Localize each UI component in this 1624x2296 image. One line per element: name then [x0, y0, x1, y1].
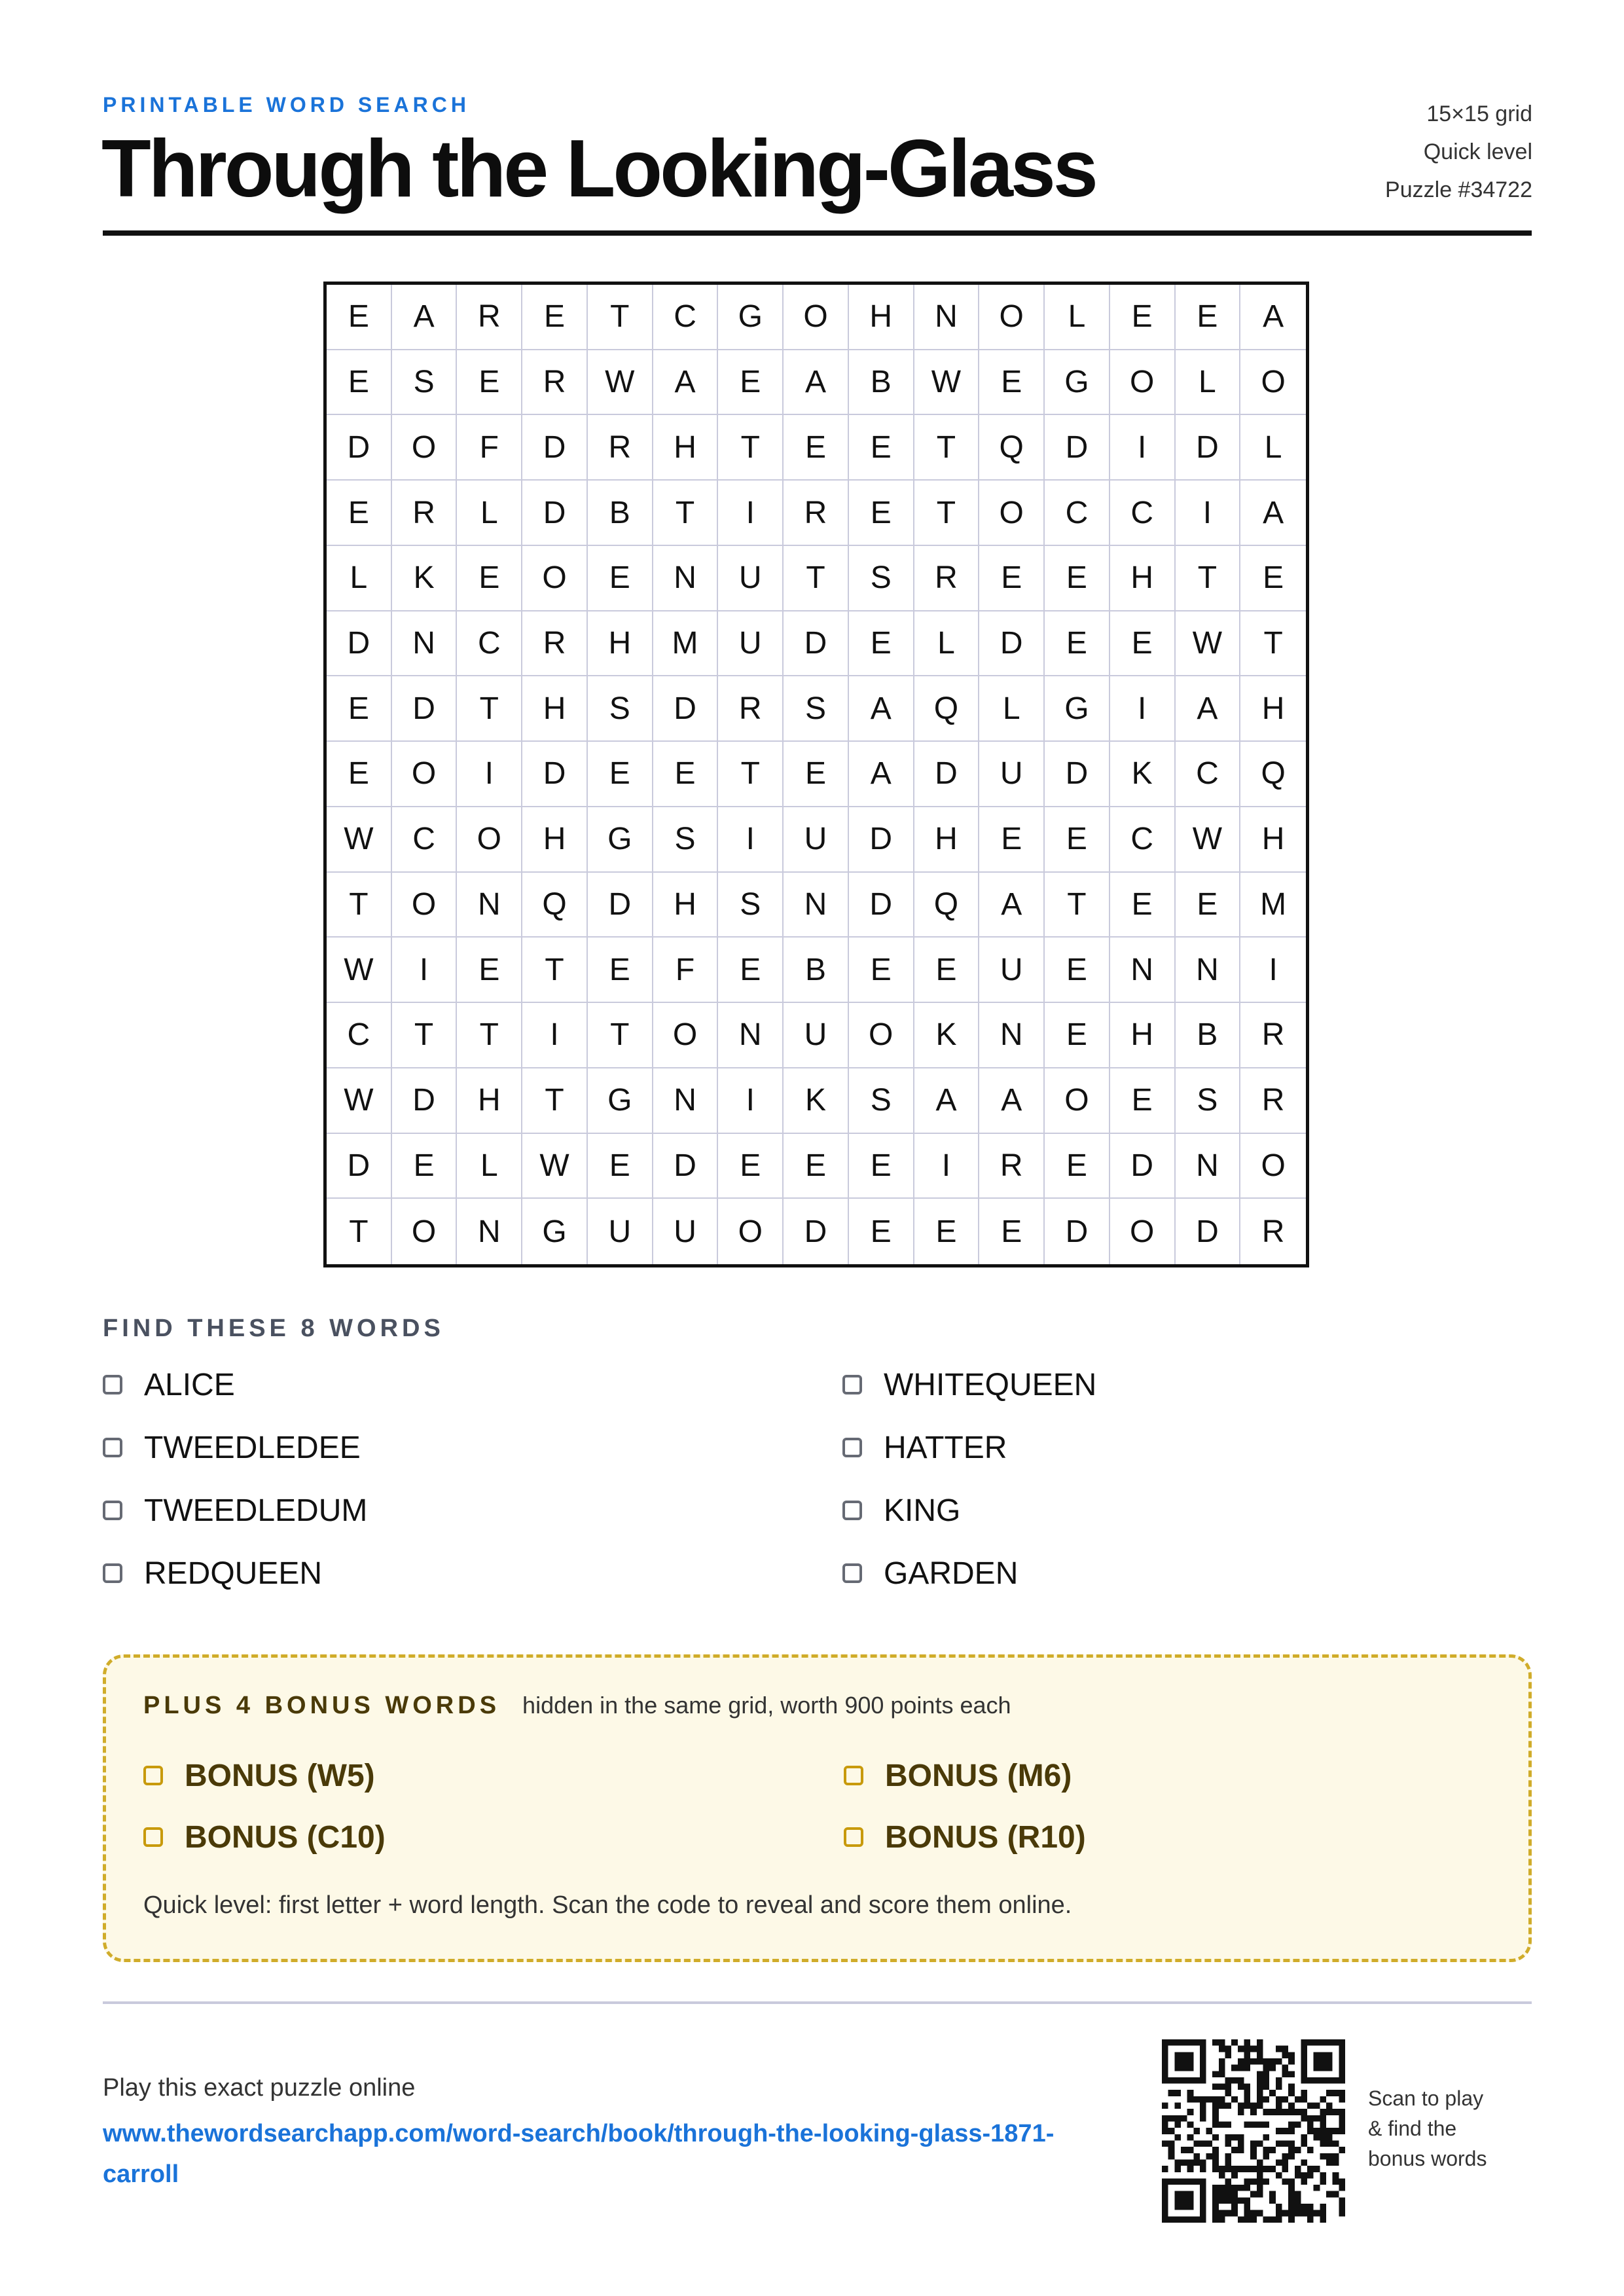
grid-cell[interactable]: R [914, 546, 980, 611]
grid-cell[interactable]: N [914, 285, 980, 350]
eyebrow-label: PRINTABLE WORD SEARCH [103, 93, 470, 117]
checkbox-icon[interactable] [842, 1563, 862, 1583]
grid-cell[interactable]: D [914, 742, 980, 807]
grid-cell[interactable]: O [392, 873, 458, 938]
bonus-header [143, 1692, 1011, 1720]
bonus-panel [103, 1654, 1532, 1962]
word-label: KING [884, 1493, 961, 1528]
grid-cell[interactable]: S [588, 676, 653, 742]
grid-size-label: 15×15 grid [1426, 101, 1532, 126]
grid-cell[interactable]: N [392, 611, 458, 677]
grid-cell[interactable]: E [588, 742, 653, 807]
grid-cell[interactable]: D [653, 676, 719, 742]
grid-cell[interactable]: R [718, 676, 784, 742]
grid-cell[interactable]: D [1176, 1199, 1241, 1264]
grid-cell[interactable]: D [849, 873, 914, 938]
grid-cell[interactable]: Q [914, 676, 980, 742]
grid-cell[interactable]: U [979, 938, 1045, 1003]
grid-cell[interactable]: C [1110, 481, 1176, 546]
grid-cell[interactable]: T [392, 1003, 458, 1068]
grid-cell[interactable]: E [1045, 1134, 1110, 1199]
word-label: TWEEDLEDEE [144, 1430, 361, 1465]
grid-cell[interactable]: D [979, 611, 1045, 677]
grid-cell[interactable]: O [653, 1003, 719, 1068]
grid-cell[interactable]: O [979, 285, 1045, 350]
grid-cell[interactable]: T [522, 938, 588, 1003]
grid-cell[interactable]: E [1045, 546, 1110, 611]
grid-cell[interactable]: M [1240, 873, 1306, 938]
grid-cell[interactable]: O [392, 1199, 458, 1264]
grid-cell[interactable]: R [457, 285, 522, 350]
grid-cell[interactable]: N [457, 1199, 522, 1264]
grid-cell[interactable]: S [784, 676, 849, 742]
word-list [103, 1365, 1532, 1593]
grid-cell[interactable]: D [327, 611, 392, 677]
grid-cell[interactable]: T [784, 546, 849, 611]
grid-cell[interactable]: G [718, 285, 784, 350]
bonus-subtitle: hidden in the same grid, worth 900 points each [522, 1692, 1011, 1719]
grid-cell[interactable]: E [327, 742, 392, 807]
word-label: HATTER [884, 1430, 1007, 1465]
grid-cell[interactable]: O [1240, 1134, 1306, 1199]
bonus-word-label: BONUS (C10) [185, 1819, 386, 1855]
grid-cell[interactable]: H [1110, 1003, 1176, 1068]
grid-cell[interactable]: K [392, 546, 458, 611]
grid-cell[interactable]: E [588, 1134, 653, 1199]
grid-cell[interactable]: E [849, 1134, 914, 1199]
grid-cell[interactable]: R [522, 611, 588, 677]
grid-cell[interactable]: E [1110, 611, 1176, 677]
grid-cell[interactable]: C [327, 1003, 392, 1068]
grid-cell[interactable]: S [653, 807, 719, 873]
grid-cell[interactable]: E [392, 1134, 458, 1199]
grid-cell[interactable]: D [522, 481, 588, 546]
grid-cell[interactable]: S [392, 350, 458, 416]
grid-cell[interactable]: A [1240, 481, 1306, 546]
grid-cell[interactable]: A [653, 350, 719, 416]
grid-cell[interactable]: G [588, 807, 653, 873]
grid-cell[interactable]: D [327, 415, 392, 481]
grid-cell[interactable]: K [914, 1003, 980, 1068]
bonus-word-label: BONUS (M6) [885, 1758, 1072, 1793]
grid-cell[interactable]: D [784, 611, 849, 677]
grid-cell[interactable]: E [522, 285, 588, 350]
grid-cell[interactable]: R [979, 1134, 1045, 1199]
grid-cell[interactable]: H [1240, 807, 1306, 873]
grid-cell[interactable]: E [1045, 1003, 1110, 1068]
checkbox-icon[interactable] [103, 1563, 122, 1583]
grid-cell[interactable]: K [784, 1068, 849, 1134]
grid-cell[interactable]: E [718, 938, 784, 1003]
scan-instructions: Scan to play & find the bonus words [1368, 2086, 1487, 2170]
grid-cell[interactable]: I [392, 938, 458, 1003]
grid-cell[interactable]: I [1110, 415, 1176, 481]
grid-cell[interactable]: D [327, 1134, 392, 1199]
grid-cell[interactable]: C [457, 611, 522, 677]
checkbox-icon[interactable] [103, 1375, 122, 1394]
grid-cell[interactable]: O [1110, 1199, 1176, 1264]
bonus-word-label: BONUS (R10) [885, 1819, 1086, 1855]
grid-cell[interactable]: T [653, 481, 719, 546]
grid-cell[interactable]: H [1110, 546, 1176, 611]
grid-cell[interactable]: G [1045, 676, 1110, 742]
grid-cell[interactable]: U [979, 742, 1045, 807]
grid-cell[interactable]: E [849, 611, 914, 677]
grid-cell[interactable]: L [327, 546, 392, 611]
grid-cell[interactable]: O [849, 1003, 914, 1068]
grid-cell[interactable]: T [457, 1003, 522, 1068]
grid-cell[interactable]: G [522, 1199, 588, 1264]
grid-cell[interactable]: S [1176, 1068, 1241, 1134]
grid-cell[interactable]: T [914, 415, 980, 481]
grid-cell[interactable]: I [1240, 938, 1306, 1003]
grid-cell[interactable]: C [392, 807, 458, 873]
grid-cell[interactable]: W [327, 807, 392, 873]
grid-cell[interactable]: T [718, 742, 784, 807]
grid-cell[interactable]: A [979, 1068, 1045, 1134]
grid-cell[interactable]: T [718, 415, 784, 481]
grid-cell[interactable]: Q [522, 873, 588, 938]
checkbox-icon[interactable] [844, 1827, 863, 1847]
grid-cell[interactable]: E [457, 546, 522, 611]
grid-cell[interactable]: E [849, 415, 914, 481]
checkbox-icon[interactable] [844, 1766, 863, 1785]
grid-cell[interactable]: A [1240, 285, 1306, 350]
word-label: GARDEN [884, 1556, 1019, 1591]
grid-cell[interactable]: I [457, 742, 522, 807]
grid-cell[interactable]: E [1110, 285, 1176, 350]
checkbox-icon[interactable] [842, 1375, 862, 1394]
grid-cell[interactable]: I [1110, 676, 1176, 742]
grid-cell[interactable]: W [1176, 807, 1241, 873]
grid-cell[interactable]: D [1045, 415, 1110, 481]
grid-cell[interactable]: W [327, 1068, 392, 1134]
grid-cell[interactable]: I [1176, 481, 1241, 546]
grid-cell[interactable]: D [1045, 742, 1110, 807]
play-online-label: Play this exact puzzle online [103, 2074, 416, 2102]
grid-cell[interactable]: D [392, 1068, 458, 1134]
grid-cell[interactable]: O [979, 481, 1045, 546]
grid-cell[interactable]: O [522, 546, 588, 611]
bonus-note: Quick level: first letter + word length. Scan the code to reveal and score them online. [143, 1891, 1072, 1919]
grid-cell[interactable]: L [1176, 350, 1241, 416]
grid-cell[interactable]: N [784, 873, 849, 938]
grid-cell[interactable]: U [653, 1199, 719, 1264]
grid-cell[interactable]: E [1176, 873, 1241, 938]
grid-cell[interactable]: R [1240, 1068, 1306, 1134]
grid-cell[interactable]: O [718, 1199, 784, 1264]
grid-cell[interactable]: E [784, 1134, 849, 1199]
bonus-word-item[interactable] [143, 1756, 844, 1795]
grid-cell[interactable]: R [392, 481, 458, 546]
bonus-title: PLUS 4 BONUS WORDS [143, 1692, 501, 1719]
grid-cell[interactable]: E [914, 1199, 980, 1264]
grid-cell[interactable]: T [1176, 546, 1241, 611]
grid-cell[interactable]: S [849, 1068, 914, 1134]
grid-cell[interactable]: C [1176, 742, 1241, 807]
grid-cell[interactable]: T [522, 1068, 588, 1134]
grid-cell[interactable]: H [457, 1068, 522, 1134]
grid-cell[interactable]: E [653, 742, 719, 807]
grid-cell[interactable]: E [1045, 938, 1110, 1003]
puzzle-meta [1385, 95, 1532, 209]
word-label: WHITEQUEEN [884, 1367, 1097, 1402]
grid-cell[interactable]: D [784, 1199, 849, 1264]
grid-cell[interactable]: U [784, 1003, 849, 1068]
grid-cell[interactable]: M [653, 611, 719, 677]
header-divider [103, 230, 1532, 236]
puzzle-url-link[interactable]: www.thewordsearchapp.com/word-search/book/through-the-looking-glass-1871-carroll [103, 2120, 1055, 2188]
grid-cell[interactable]: H [653, 415, 719, 481]
grid-cell[interactable]: E [1045, 611, 1110, 677]
grid-cell[interactable]: C [1045, 481, 1110, 546]
grid-cell[interactable]: E [718, 350, 784, 416]
grid-cell[interactable]: D [653, 1134, 719, 1199]
grid-cell[interactable]: O [1110, 350, 1176, 416]
grid-cell[interactable]: T [914, 481, 980, 546]
grid-cell[interactable]: E [327, 285, 392, 350]
grid-cell[interactable]: N [1176, 938, 1241, 1003]
grid-cell[interactable]: R [784, 481, 849, 546]
grid-cell[interactable]: W [522, 1134, 588, 1199]
grid-cell[interactable]: C [653, 285, 719, 350]
grid-cell[interactable]: D [392, 676, 458, 742]
grid-cell[interactable]: B [849, 350, 914, 416]
grid-cell[interactable]: E [1240, 546, 1306, 611]
word-item[interactable] [103, 1428, 842, 1467]
page-title: Through the Looking-Glass [101, 124, 1096, 214]
puzzle-number-label: Puzzle #34722 [1385, 177, 1532, 202]
grid-cell[interactable]: F [653, 938, 719, 1003]
grid-cell[interactable]: H [522, 676, 588, 742]
checkbox-icon[interactable] [103, 1501, 122, 1520]
checkbox-icon[interactable] [143, 1766, 163, 1785]
grid-cell[interactable]: Q [979, 415, 1045, 481]
checkbox-icon[interactable] [842, 1438, 862, 1457]
grid-cell[interactable]: T [588, 285, 653, 350]
grid-cell[interactable]: R [522, 350, 588, 416]
grid-cell[interactable]: Q [1240, 742, 1306, 807]
grid-cell[interactable]: E [849, 938, 914, 1003]
grid-cell[interactable]: O [1240, 350, 1306, 416]
grid-cell[interactable]: D [522, 415, 588, 481]
grid-cell[interactable]: A [1176, 676, 1241, 742]
grid-cell[interactable]: E [784, 415, 849, 481]
grid-cell[interactable]: I [718, 481, 784, 546]
find-words-heading: FIND THESE 8 WORDS [103, 1315, 444, 1342]
grid-cell[interactable]: A [979, 873, 1045, 938]
grid-cell[interactable]: R [1240, 1003, 1306, 1068]
grid-cell[interactable]: O [784, 285, 849, 350]
grid-cell[interactable]: H [653, 873, 719, 938]
grid-cell[interactable]: S [849, 546, 914, 611]
grid-cell[interactable]: S [718, 873, 784, 938]
grid-cell[interactable]: I [718, 1068, 784, 1134]
grid-cell[interactable]: L [1045, 285, 1110, 350]
grid-cell[interactable]: D [849, 807, 914, 873]
grid-cell[interactable]: T [1045, 873, 1110, 938]
grid-cell[interactable]: K [1110, 742, 1176, 807]
grid-cell[interactable]: W [914, 350, 980, 416]
grid-cell[interactable]: N [1176, 1134, 1241, 1199]
word-item[interactable] [103, 1365, 842, 1404]
grid-cell[interactable]: I [522, 1003, 588, 1068]
grid-cell[interactable]: N [1110, 938, 1176, 1003]
grid-cell[interactable]: T [327, 1199, 392, 1264]
grid-cell[interactable]: H [588, 611, 653, 677]
grid-cell[interactable]: I [718, 807, 784, 873]
grid-cell[interactable]: N [457, 873, 522, 938]
grid-cell[interactable]: T [588, 1003, 653, 1068]
grid-cell[interactable]: E [1176, 285, 1241, 350]
word-item[interactable] [842, 1491, 1532, 1530]
grid-cell[interactable]: D [522, 742, 588, 807]
word-label: ALICE [144, 1367, 235, 1402]
grid-cell[interactable]: E [588, 938, 653, 1003]
grid-cell[interactable]: E [457, 938, 522, 1003]
grid-cell[interactable]: E [327, 481, 392, 546]
grid-cell[interactable]: L [457, 1134, 522, 1199]
grid-cell[interactable]: O [457, 807, 522, 873]
grid-cell[interactable]: U [718, 546, 784, 611]
word-item[interactable] [842, 1554, 1532, 1593]
grid-cell[interactable]: E [849, 481, 914, 546]
grid-cell[interactable]: L [1240, 415, 1306, 481]
grid-cell[interactable]: A [392, 285, 458, 350]
grid-cell[interactable]: O [392, 415, 458, 481]
bonus-word-item[interactable] [143, 1817, 844, 1857]
qr-code-icon[interactable] [1162, 2039, 1345, 2223]
grid-cell[interactable]: E [1110, 1068, 1176, 1134]
grid-cell[interactable]: G [588, 1068, 653, 1134]
grid-cell[interactable]: A [849, 676, 914, 742]
grid-cell[interactable]: T [327, 873, 392, 938]
grid-cell[interactable]: N [653, 546, 719, 611]
grid-cell[interactable]: D [588, 873, 653, 938]
grid-cell[interactable]: D [1176, 415, 1241, 481]
grid-cell[interactable]: E [718, 1134, 784, 1199]
grid-cell[interactable]: E [1045, 807, 1110, 873]
checkbox-icon[interactable] [103, 1438, 122, 1457]
grid-cell[interactable]: I [914, 1134, 980, 1199]
grid-cell[interactable]: H [1240, 676, 1306, 742]
word-item[interactable] [842, 1428, 1532, 1467]
grid-cell[interactable]: O [1045, 1068, 1110, 1134]
level-label: Quick level [1423, 139, 1532, 164]
grid-cell[interactable]: A [784, 350, 849, 416]
bonus-word-label: BONUS (W5) [185, 1758, 375, 1793]
grid-cell[interactable]: E [849, 1199, 914, 1264]
grid-cell[interactable]: B [588, 481, 653, 546]
grid-cell[interactable]: D [1110, 1134, 1176, 1199]
footer-divider [103, 2001, 1532, 2004]
grid-cell[interactable]: N [718, 1003, 784, 1068]
word-item[interactable] [103, 1491, 842, 1530]
grid-cell[interactable]: H [522, 807, 588, 873]
grid-cell[interactable]: L [979, 676, 1045, 742]
grid-cell[interactable]: A [914, 1068, 980, 1134]
grid-cell[interactable]: H [914, 807, 980, 873]
grid-cell[interactable]: E [457, 350, 522, 416]
grid-cell[interactable]: E [979, 350, 1045, 416]
bonus-word-item[interactable] [844, 1756, 1302, 1795]
grid-cell[interactable]: H [849, 285, 914, 350]
word-item[interactable] [842, 1365, 1532, 1404]
word-item[interactable] [103, 1554, 842, 1593]
bonus-word-item[interactable] [844, 1817, 1302, 1857]
grid-cell[interactable]: B [1176, 1003, 1241, 1068]
grid-cell[interactable]: U [588, 1199, 653, 1264]
grid-cell[interactable]: E [784, 742, 849, 807]
word-label: TWEEDLEDUM [144, 1493, 368, 1528]
letter-grid [323, 282, 1309, 1267]
grid-cell[interactable]: F [457, 415, 522, 481]
grid-cell[interactable]: E [1110, 873, 1176, 938]
word-label: REDQUEEN [144, 1556, 323, 1591]
grid-cell[interactable]: L [457, 481, 522, 546]
grid-cell[interactable]: E [979, 546, 1045, 611]
bonus-word-list [143, 1756, 1302, 1857]
grid-cell[interactable]: E [327, 350, 392, 416]
grid-cell[interactable]: N [979, 1003, 1045, 1068]
grid-cell[interactable]: U [718, 611, 784, 677]
grid-cell[interactable]: E [979, 807, 1045, 873]
grid-cell[interactable]: N [653, 1068, 719, 1134]
checkbox-icon[interactable] [842, 1501, 862, 1520]
grid-cell[interactable]: U [784, 807, 849, 873]
grid-cell[interactable]: Q [914, 873, 980, 938]
grid-cell[interactable]: T [457, 676, 522, 742]
grid-cell[interactable]: C [1110, 807, 1176, 873]
grid-cell[interactable]: B [784, 938, 849, 1003]
grid-cell[interactable]: R [1261, 1214, 1285, 1249]
grid-cell[interactable]: T [1240, 611, 1306, 677]
grid-cell[interactable]: E [327, 676, 392, 742]
grid-cell[interactable]: O [392, 742, 458, 807]
grid-cell[interactable]: G [1045, 350, 1110, 416]
grid-cell[interactable]: R [588, 415, 653, 481]
grid-cell[interactable]: E [914, 938, 980, 1003]
grid-cell[interactable]: A [849, 742, 914, 807]
grid-cell[interactable]: E [588, 546, 653, 611]
grid-cell[interactable]: W [1176, 611, 1241, 677]
grid-cell[interactable]: W [588, 350, 653, 416]
grid-cell[interactable]: D [1045, 1199, 1110, 1264]
grid-cell[interactable]: L [914, 611, 980, 677]
grid-cell[interactable]: E [979, 1199, 1045, 1264]
grid-cell[interactable]: W [327, 938, 392, 1003]
checkbox-icon[interactable] [143, 1827, 163, 1847]
